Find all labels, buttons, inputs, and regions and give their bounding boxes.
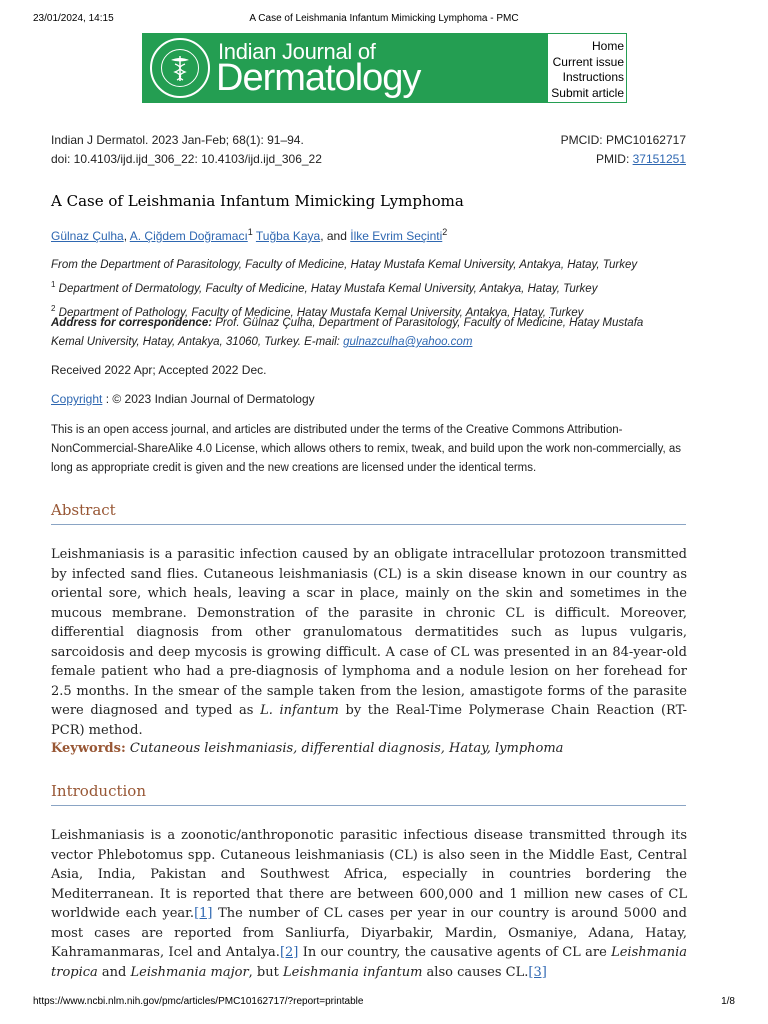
author-link[interactable]: Gülnaz Çulha [51,229,124,243]
affiliation-item: From the Department of Parasitology, Faculty of Medicine, Hatay Mustafa Kemal University, Antakya, Hatay, Turkey [51,259,638,271]
reference-link[interactable]: [1] [194,906,213,921]
author-link[interactable]: Tuğba Kaya [255,229,321,243]
citation [51,131,322,169]
caduceus-icon [168,54,192,82]
author-link[interactable]: A. Çiğdem Doğramacı [129,229,248,243]
correspondence-label: Address for correspondence: [51,317,213,329]
reference-link[interactable]: [3] [528,964,547,980]
introduction-text: Leishmaniasis is a zoonotic/anthroponotic parasitic infectious disease transmitted through its vector Phlebotomus spp. Cutaneous leishmaniasis (CL) is also seen in the Middle East, Central Asia, India, Pakistan and Southwest Africa, especially in countries bordering the Mediterranean. It is reported that there are between 600,000 and 1 million new cases of CL worldwide each year.[1] The number of CL cases per year in our country is around 5000 and most cases are reported from Sanliurfa, Diyarbakir, Mardin, Osmaniye, Adana, Hatay, Kahramanmaras, Icel and Antalya.[2] In our country, the causative agents of CL are Leishmania tropica and Leishmania major, but Leishmania infantum also causes CL.[3] [51,828,687,980]
print-page-count: 1/8 [721,996,735,1007]
pmid-link[interactable]: 37151251 [632,152,686,166]
nav-instructions-link[interactable]: Instructions [562,70,624,84]
section-divider [51,805,686,806]
article-title: A Case of Leishmania Infantum Mimicking Lymphoma [51,192,464,210]
abstract-heading: Abstract [51,501,116,519]
journal-nav [547,33,627,103]
copyright-text: : © 2023 Indian Journal of Dermatology [102,392,315,406]
section-divider [51,524,686,525]
print-header [33,13,735,27]
author-list: Gülnaz Çulha, A. Çiğdem Doğramacı$^1$ Tuğba Kaya, and İlke Evrim Seçinti$^2$ [51,227,448,243]
reference-link[interactable]: [2] [279,945,299,960]
article-ids [561,131,686,169]
print-datetime: 23/01/2024, 14:15 [33,13,114,24]
author-sup: 2 [442,227,448,237]
nav-current-issue-link[interactable]: Current issue [552,54,624,69]
license-text: This is an open access journal, and articles are distributed under the terms of the Creative Commons Attribution-NonCommercial-ShareAlike 4.0 License, which allows others to remix, tweak, and build upon the work non-commercially, as long as appropriate credit is given and the new creations are licensed under the identical terms. [51,424,682,474]
keywords-label: Keywords: [51,741,126,756]
introduction-heading: Introduction [51,782,146,800]
pmid-label: PMID: [595,152,633,166]
author-sup: 1 [247,227,253,237]
citation-doi: doi: 10.4103/ijd.ijd_306_22: 10.4103/ijd.ijd_306_22 [51,152,322,166]
citation-journal: Indian J Dermatol. 2023 Jan-Feb; 68(1): 91–94. [51,133,304,147]
correspondence-text: Prof. Gülnaz Çulha, Department of Parasitology, Faculty of Medicine, Hatay Mustafa Kemal University, Hatay, Antakya, 31060, Turkey. E-mail: [51,317,644,348]
print-url: https://www.ncbi.nlm.nih.gov/pmc/articles/PMC10162717/?report=printable [33,996,364,1007]
received-dates: Received 2022 Apr; Accepted 2022 Dec. [51,363,267,377]
keywords [51,741,563,756]
correspondence [51,314,671,352]
print-footer [33,996,735,1007]
abstract-text: Leishmaniasis is a parasitic infection caused by an obligate intracellular protozoon transmitted by infected sand flies. Cutaneous leishmaniasis (CL) is a skin disease known in our country as oriental sore, which heals, leaving a scar in place, mainly on the skin and sometimes in the mucous membrane. Demonstration of the parasite in chronic CL is difficult. Moreover, differential diagnosis from other granulomatous dermatitides such as lupus vulgaris, sarcoidosis and deep mycosis is growing difficult. A case of CL was presented in an 84-year-old female patient who had a pre-diagnosis of lymphoma and a nodule lesion on her forehead for 2.5 months. In the smear of the sample taken from the lesion, amastigote forms of the parasite were diagnosed and typed as L. infantum by the Real-Time Polymerase Chain Reaction (RT-PCR) method. [51,547,688,738]
affiliation-item: $^2$ Department of Pathology, Faculty of Medicine, Hatay Mustafa Kemal University, Antakya, Hatay, Turkey [51,303,584,319]
print-page-title: A Case of Leishmania Infantum Mimicking Lymphoma - PMC [249,13,519,24]
author-link[interactable]: İlke Evrim Seçinti [350,229,443,243]
email-link[interactable]: gulnazculha@yahoo.com [343,336,473,348]
pmid-row [561,150,686,169]
affiliation-item: $^1$ Department of Dermatology, Faculty of Medicine, Hatay Mustafa Kemal University, Antakya, Hatay, Turkey [51,280,598,295]
author-and: and [326,229,347,243]
journal-name-line2: Dermatology [216,57,421,99]
nav-submit-article-link[interactable]: Submit article [551,85,624,100]
keywords-text: Cutaneous leishmaniasis, differential diagnosis, Hatay, lymphoma [129,741,564,756]
journal-seal-logo [150,38,210,98]
journal-banner [142,33,627,103]
nav-home-link[interactable]: Home [591,39,624,53]
copyright-link[interactable]: Copyright [51,392,103,406]
pmcid: PMCID: PMC10162717 [560,133,686,147]
affiliations [51,256,691,323]
copyright [51,392,315,406]
journal-name-line1: Indian Journal of [218,39,376,64]
